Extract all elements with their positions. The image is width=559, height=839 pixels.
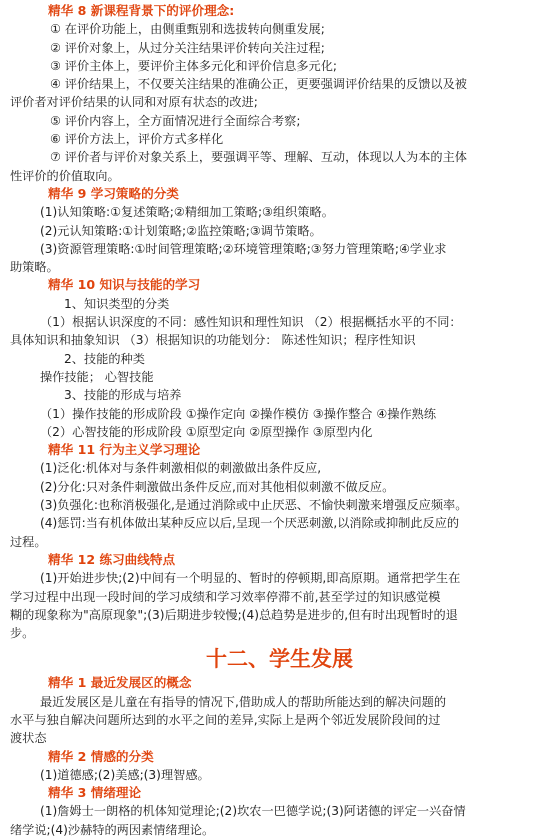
- section-title-learning-strategies: 精华 9 学习策略的分类: [48, 185, 179, 201]
- text-line: 学习过程中出现一段时间的学习成绩和学习效率停滞不前,甚至学过的知识感觉模: [10, 589, 441, 604]
- text-line: 1、知识类型的分类: [64, 296, 170, 311]
- text-line: (4)惩罚:当有机体做出某种反应以后,呈现一个厌恶刺激,以消除或抑制此反应的: [40, 516, 460, 531]
- text-line: （2）心智技能的形成阶段 ①原型定向 ②原型操作 ③原型内化: [40, 424, 373, 439]
- text-line: 评价者对评价结果的认同和对原有状态的改进;: [10, 95, 258, 110]
- text-line: (1)詹姆士一朗格的机体知觉理论;(2)坎农一巴德学说;(3)阿诺德的评定一兴奋情: [40, 804, 466, 819]
- text-line: 助策略。: [10, 260, 59, 275]
- text-line: （1）根据认识深度的不同：感性知识和理性知识 （2）根据概括水平的不同：: [40, 315, 462, 330]
- text-line: (1)认知策略:①复述策略;②精细加工策略;③组织策略。: [40, 205, 334, 220]
- chapter-title: 十二、学生发展: [206, 647, 353, 672]
- text-line: 渡状态: [10, 731, 47, 746]
- text-line: ③ 评价主体上，要评价主体多元化和评价信息多元化;: [50, 58, 338, 73]
- text-line: （1）操作技能的形成阶段 ①操作定向 ②操作模仿 ③操作整合 ④操作熟练: [40, 406, 437, 421]
- text-line: ⑦ 评价者与评价对象关系上，要强调平等、理解、互动，体现以人为本的主体: [50, 150, 467, 165]
- text-line: (3)负强化:也称消极强化,是通过消除或中止厌恶、不愉快刺激来增强反应频率。: [40, 498, 468, 513]
- text-line: ① 在评价功能上，由侧重甄别和选拔转向侧重发展;: [50, 22, 325, 37]
- text-line: (2)元认知策略:①计划策略;②监控策略;③调节策略。: [40, 223, 322, 238]
- section-title-zpd: 精华 1 最近发展区的概念: [48, 675, 192, 691]
- text-line: ④ 评价结果上，不仅要关注结果的准确公正，更要强调评价结果的反馈以及被: [50, 77, 467, 92]
- text-line: ⑤ 评价内容上，全方面情况进行全面综合考察;: [50, 113, 301, 128]
- text-line: (1)开始进步快;(2)中间有一个明显的、暂时的停顿期,即高原期。通常把学生在: [40, 571, 461, 586]
- text-line: 最近发展区是儿童在有指导的情况下,借助成人的帮助所能达到的解决问题的: [40, 694, 447, 709]
- section-title-evaluation: 精华 8 新课程背景下的评价理念:: [48, 3, 235, 18]
- text-line: 3、技能的形成与培养: [64, 388, 182, 403]
- section-title-behaviorism: 精华 11 行为主义学习理论: [48, 442, 201, 458]
- section-title-practice-curve: 精华 12 练习曲线特点: [48, 551, 176, 567]
- text-line: 步。: [10, 626, 35, 641]
- text-line: 过程。: [10, 534, 47, 549]
- section-title-knowledge-skills: 精华 10 知识与技能的学习: [48, 277, 201, 293]
- text-line: 水平与独自解决问题所达到的水平之间的差异,实际上是两个邻近发展阶段间的过: [10, 712, 441, 727]
- text-line: 性评价的价值取向。: [10, 168, 120, 183]
- text-line: (1)泛化:机体对与条件刺激相似的刺激做出条件反应,: [40, 461, 322, 476]
- text-line: (3)资源管理策略:①时间管理策略;②环境管理策略;③努力管理策略;④学业求: [40, 241, 447, 256]
- text-line: (1)道德感;(2)美感;(3)理智感。: [40, 767, 210, 782]
- text-line: (2)分化:只对条件刺激做出条件反应,而对其他相似刺激不做反应。: [40, 479, 395, 494]
- text-line: ⑥ 评价方法上，评价方式多样化: [50, 132, 224, 147]
- text-line: 操作技能； 心智技能: [40, 369, 154, 384]
- section-title-emotion-types: 精华 2 情感的分类: [48, 748, 154, 764]
- section-title-emotion-theory: 精华 3 情绪理论: [48, 785, 142, 801]
- text-line: 绪学说;(4)沙赫特的两因素情绪理论。: [10, 822, 215, 837]
- text-line: 具体知识和抽象知识 （3）根据知识的功能划分： 陈述性知识；程序性知识: [10, 333, 416, 348]
- text-line: 糊的现象称为"高原现象";(3)后期进步较慢;(4)总趋势是进步的,但有时出现暂时的退: [10, 607, 458, 622]
- text-line: 2、技能的种类: [64, 351, 145, 366]
- text-line: ② 评价对象上，从过分关注结果评价转向关注过程;: [50, 40, 325, 55]
